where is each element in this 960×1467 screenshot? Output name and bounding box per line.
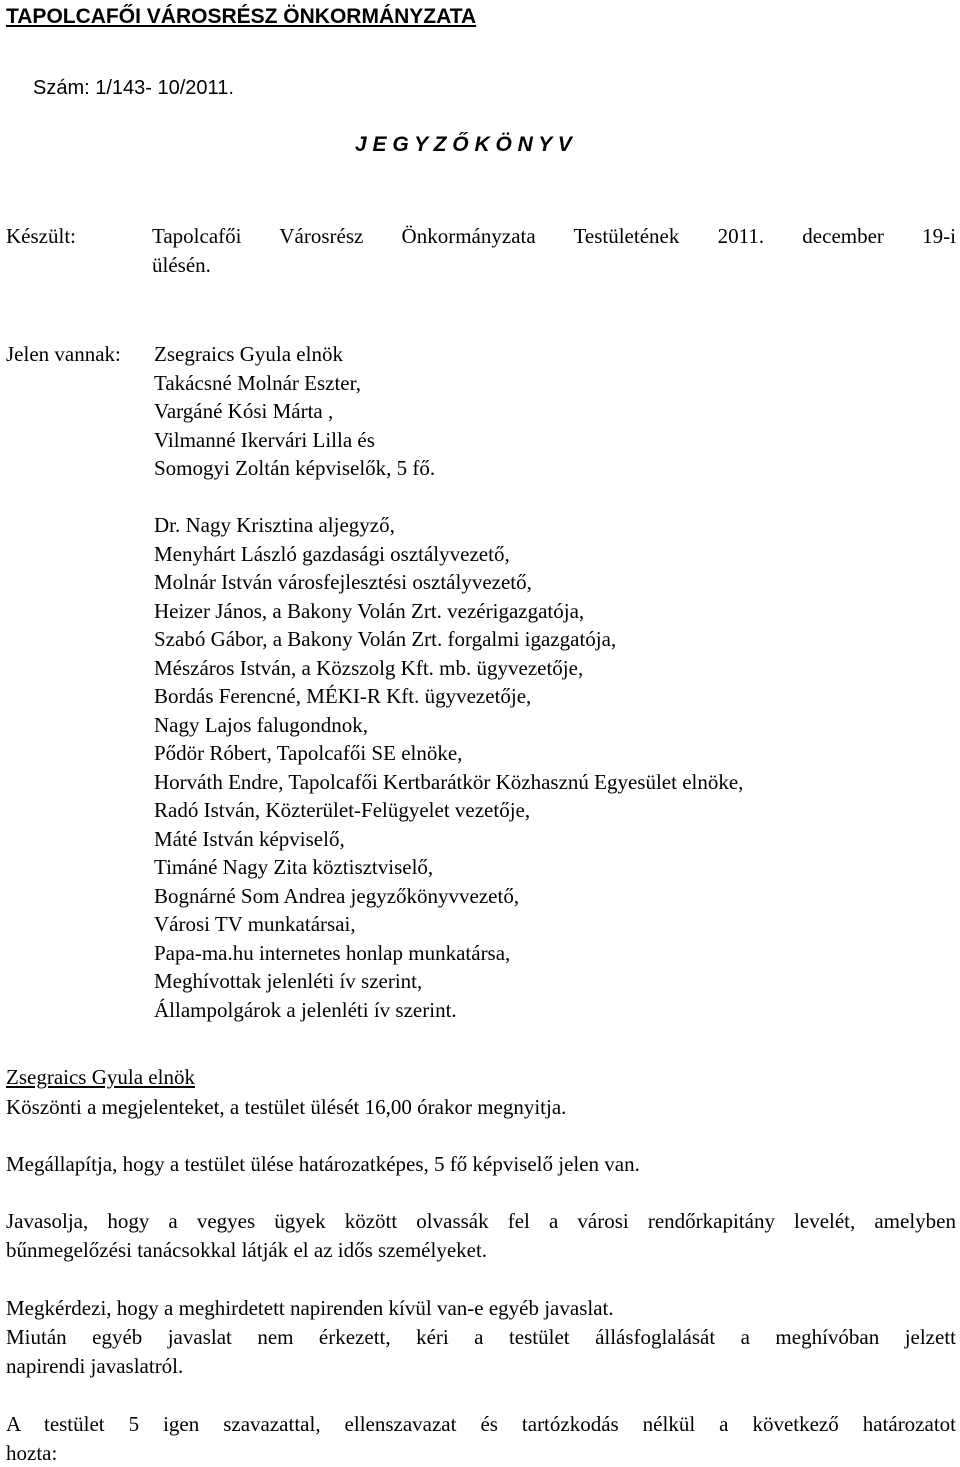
list-item: Szabó Gábor, a Bakony Volán Zrt. forgalmi igazgatója, <box>154 627 617 651</box>
list-item: Timáné Nagy Zita köztisztviselő, <box>154 855 434 879</box>
paragraph-opening: Köszönti a megjelenteket, a testület ülését 16,00 órakor megnyitja. <box>6 1095 567 1119</box>
document-header: TAPOLCAFŐI VÁROSRÉSZ ÖNKORMÁNYZATA <box>6 5 477 28</box>
list-item: Pődör Róbert, Tapolcafői SE elnöke, <box>154 741 463 765</box>
list-item: Heizer János, a Bakony Volán Zrt. vezérigazgatója, <box>154 598 585 623</box>
list-item: Máté István képviselő, <box>154 826 345 851</box>
list-item: Takácsné Molnár Eszter, <box>154 370 362 395</box>
list-item: Vilmanné Ikervári Lilla és <box>154 427 375 452</box>
speaker-heading: Zsegraics Gyula elnök <box>6 1065 195 1089</box>
list-item: Állampolgárok a jelenléti ív szerint. <box>154 997 457 1022</box>
list-item: Zsegraics Gyula elnök <box>154 342 343 366</box>
list-item: Dr. Nagy Krisztina aljegyző, <box>154 513 395 537</box>
paragraph-quorum: Megállapítja, hogy a testület ülése határozatképes, 5 fő képviselő jelen van. <box>6 1152 640 1176</box>
list-item: Bordás Ferencné, MÉKI-R Kft. ügyvezetője, <box>154 684 532 708</box>
list-item: Bognárné Som Andrea jegyzőkönyvvezető, <box>154 883 520 908</box>
list-item: Vargáné Kósi Márta , <box>154 399 334 423</box>
paragraph-proposal-line1: Javasolja, hogy a vegyes ügyek között olvassák fel a városi rendőrkapitány levelét, amelyben <box>6 1209 956 1233</box>
member-list <box>154 340 435 483</box>
paragraph-vote-line2: hozta: <box>6 1441 58 1465</box>
keszult-line1: Tapolcafői Városrész Önkormányzata Testületének 2011. december 19-i <box>152 224 956 248</box>
list-item: Mészáros István, a Közszolg Kft. mb. ügyvezetője, <box>154 655 584 680</box>
paragraph-agenda-line2: napirendi javaslatról. <box>6 1354 184 1378</box>
guest-list <box>154 511 743 1024</box>
paragraph-vote-line1: A testület 5 igen szavazattal, ellenszavazat és tartózkodás nélkül a következő határozatot <box>6 1412 956 1436</box>
paragraph-question: Megkérdezi, hogy a meghirdetett napirenden kívül van-e egyéb javaslat. <box>6 1296 614 1320</box>
jelen-label: Jelen vannak: <box>6 342 121 366</box>
list-item: Radó István, Közterület-Felügyelet vezetője, <box>154 798 531 822</box>
list-item: Nagy Lajos falugondnok, <box>154 712 369 737</box>
document-number: Szám: 1/143- 10/2011. <box>33 77 234 99</box>
list-item: Horváth Endre, Tapolcafői Kertbarátkör Közhasznú Egyesület elnöke, <box>154 769 744 794</box>
list-item: Papa-ma.hu internetes honlap munkatársa, <box>154 940 511 965</box>
paragraph-agenda-line1: Miután egyéb javaslat nem érkezett, kéri a testület állásfoglalását a meghívóban jelzett <box>6 1325 956 1349</box>
list-item: Meghívottak jelenléti ív szerint, <box>154 969 423 993</box>
list-item: Molnár István városfejlesztési osztályvezető, <box>154 570 532 594</box>
list-item: Somogyi Zoltán képviselők, 5 fő. <box>154 456 436 480</box>
keszult-label: Készült: <box>6 224 76 248</box>
keszult-line2: ülésén. <box>152 253 211 277</box>
document-title: J E G Y Z Ő K Ö N Y V <box>355 133 572 156</box>
list-item: Menyhárt László gazdasági osztályvezető, <box>154 541 510 566</box>
list-item: Városi TV munkatársai, <box>154 912 356 936</box>
paragraph-proposal-line2: bűnmegelőzési tanácsokkal látják el az idős személyeket. <box>6 1238 488 1262</box>
